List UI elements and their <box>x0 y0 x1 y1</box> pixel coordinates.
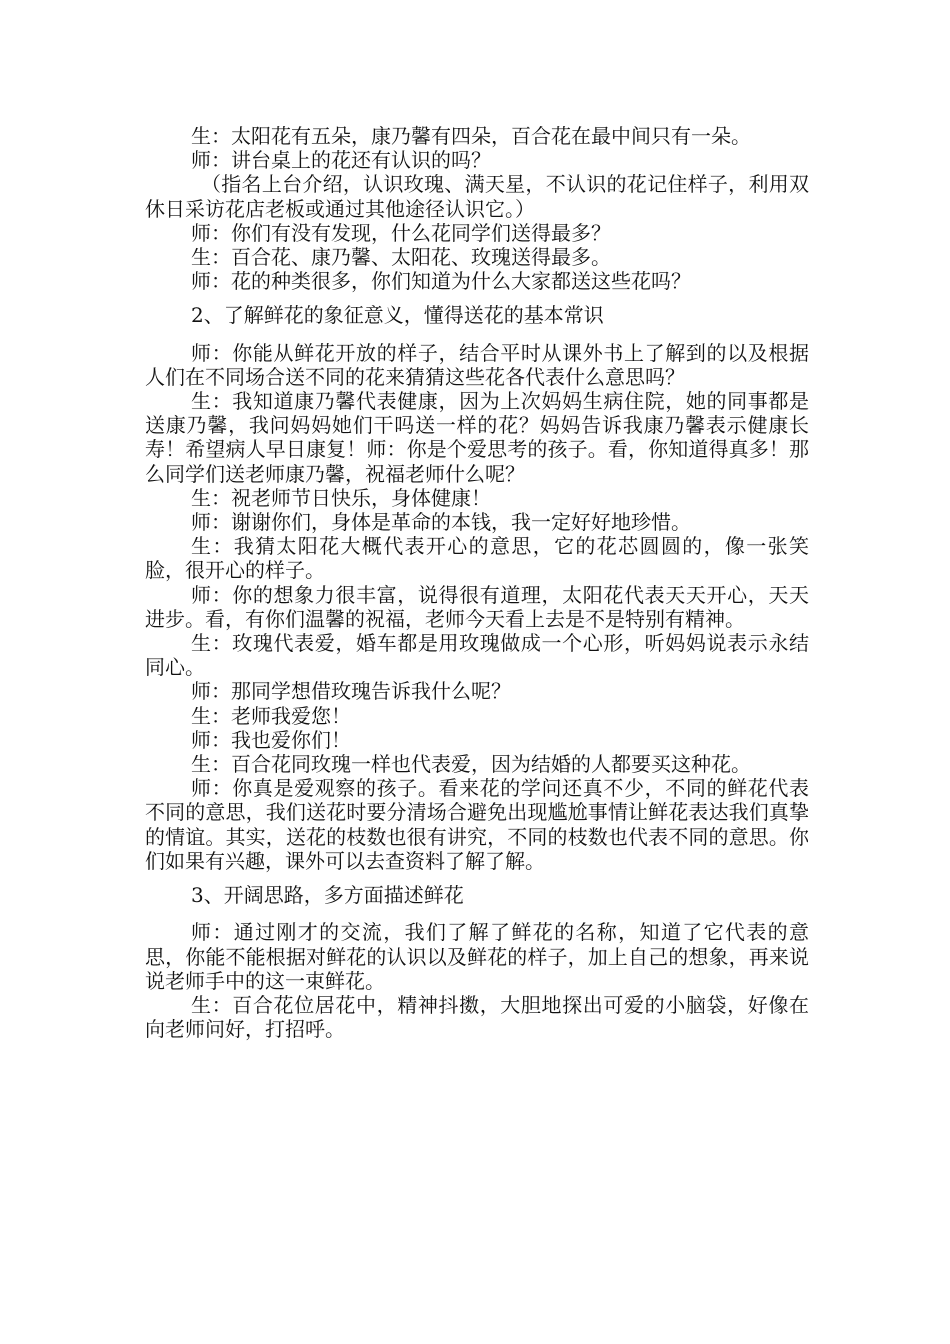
paragraph: 生：太阳花有五朵，康乃馨有四朵，百合花在最中间只有一朵。 <box>191 124 751 148</box>
paragraph: 师：你真是爱观察的孩子。看来花的学问还真不少，不同的鲜花代表不同的意思，我们送花时要分清场合避免出现尴尬事情让鲜花表达我们真挚的情谊。其实，送花的枝数也很有讲究，不同的枝数也代表不同的意思。你们如果有兴趣，课外可以去查资料了解了解。 <box>145 776 809 873</box>
paragraph: 师：花的种类很多，你们知道为什么大家都送这些花吗？ <box>191 269 691 294</box>
paragraph: 生：老师我爱您！ <box>191 703 351 728</box>
section-heading: 3、开阔思路，多方面描述鲜花 <box>191 883 464 908</box>
paragraph: （指名上台介绍，认识玫瑰、满天星，不认识的花记住样子，利用双休日采访花店老板或通过其他途径认识它。） <box>145 172 809 221</box>
paragraph: 师：通过刚才的交流，我们了解了鲜花的名称，知道了它代表的意思，你能不能根据对鲜花的认识以及鲜花的样子，加上自己的想象，再来说说老师手中的这一束鲜花。 <box>145 920 809 993</box>
paragraph: 生：我知道康乃馨代表健康，因为上次妈妈生病住院，她的同事都是送康乃馨，我问妈妈她们干吗送一样的花？妈妈告诉我康乃馨表示健康长寿！希望病人早日康复！师：你是个爱思考的孩子。看，你知道得真多！那么同学们送老师康乃馨，祝福老师什么呢？ <box>145 389 809 486</box>
paragraph: 师：你的想象力很丰富，说得很有道理，太阳花代表天天开心，天天进步。看，有你们温馨的祝福，老师今天看上去是不是特别有精神。 <box>145 582 809 631</box>
paragraph: 师：那同学想借玫瑰告诉我什么呢？ <box>191 679 511 704</box>
paragraph: 师：讲台桌上的花还有认识的吗？ <box>191 148 491 173</box>
paragraph: 生：百合花、康乃馨、太阳花、玫瑰送得最多。 <box>191 245 611 270</box>
paragraph: 生：百合花位居花中，精神抖擞，大胆地探出可爱的小脑袋，好像在向老师问好，打招呼。 <box>145 992 809 1042</box>
paragraph: 师：我也爱你们！ <box>191 727 351 752</box>
paragraph: 师：你能从鲜花开放的样子，结合平时从课外书上了解到的以及根据人们在不同场合送不同的花来猜猜这些花各代表什么意思吗？ <box>145 340 809 389</box>
section-heading: 2、了解鲜花的象征意义，懂得送花的基本常识 <box>191 303 604 328</box>
paragraph: 师：谢谢你们，身体是革命的本钱，我一定好好地珍惜。 <box>191 510 691 535</box>
paragraph: 师：你们有没有发现，什么花同学们送得最多？ <box>191 220 611 245</box>
paragraph: 生：我猜太阳花大概代表开心的意思，它的花芯圆圆的，像一张笑脸，很开心的样子。 <box>145 534 809 583</box>
document-page <box>145 124 809 1041</box>
paragraph: 生：祝老师节日快乐，身体健康！ <box>191 485 491 510</box>
paragraph: 生：玫瑰代表爱，婚车都是用玫瑰做成一个心形，听妈妈说表示永结同心。 <box>145 631 809 680</box>
paragraph: 生：百合花同玫瑰一样也代表爱，因为结婚的人都要买这种花。 <box>191 752 751 777</box>
